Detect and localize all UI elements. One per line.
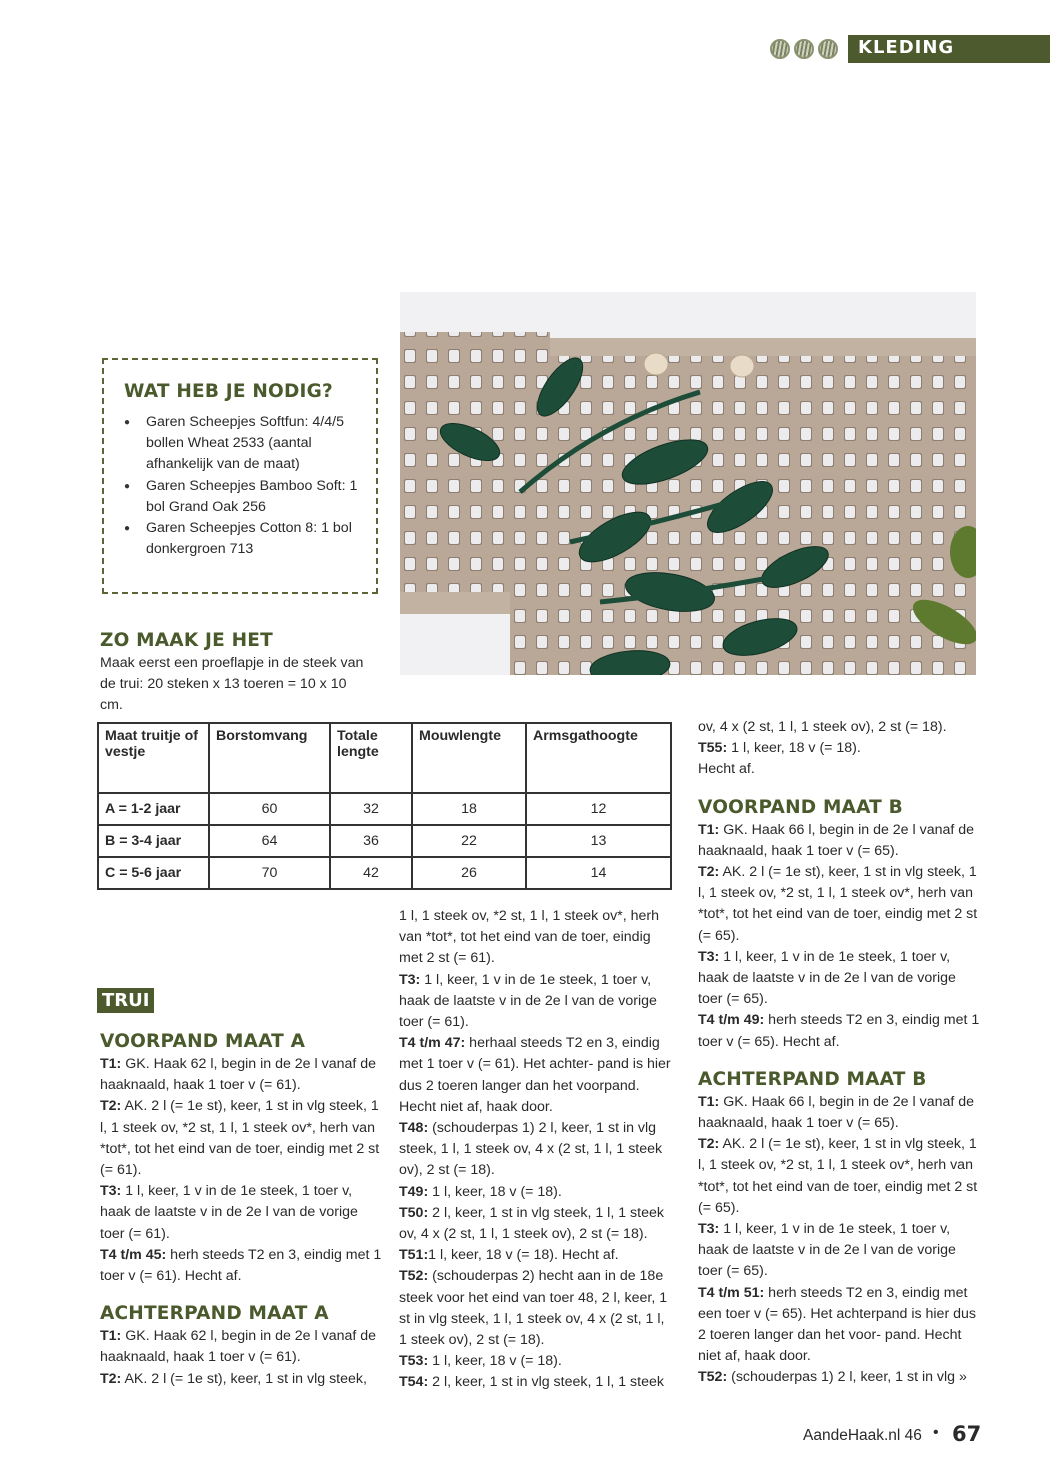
table-cell: 12 — [526, 793, 671, 825]
table-cell: 36 — [330, 825, 412, 857]
table-cell: 70 — [209, 857, 330, 889]
table-header: Borstomvang — [209, 723, 330, 793]
page-number: 67 — [952, 1422, 982, 1446]
instruction-row: T50: 2 l, keer, 1 st in vlg steek, 1 l, 1 steek ov, 4 x (2 st, 1 l, 1 steek ov), 2 st (= 18). — [399, 1204, 664, 1243]
column-3 — [698, 717, 980, 1389]
table-row — [98, 825, 671, 857]
crochet-photo-illustration — [400, 292, 976, 675]
howto-text: Maak eerst een proeflapje in de steek van de trui: 20 steken x 13 toeren = 10 x 10 cm. — [100, 655, 364, 714]
section-heading: ACHTERPAND MAAT B — [698, 1068, 927, 1090]
table-cell: 60 — [209, 793, 330, 825]
category-label: KLEDING — [858, 37, 955, 58]
howto-title: ZO MAAK JE HET — [100, 630, 273, 651]
instruction-row: Hecht af. — [698, 761, 755, 778]
instruction-row: ov, 4 x (2 st, 1 l, 1 steek ov), 2 st (= 18). — [698, 719, 947, 735]
yarn-ball-icon — [770, 39, 790, 59]
footer-separator: • — [933, 1424, 939, 1441]
instruction-row: T1: GK. Haak 66 l, begin in de 2e l vanaf de haaknaald, haak 1 toer v (= 65). — [698, 821, 975, 859]
instruction-row: T3: 1 l, keer, 1 v in de 1e steek, 1 toer v, haak de laatste v in de 2e l van de vorige toer (= 65). — [698, 948, 956, 1008]
table-header: Mouwlengte — [412, 723, 526, 793]
instructions-achterpand-a — [100, 1326, 382, 1390]
column-1 — [100, 1031, 382, 1390]
instruction-row: T52: (schouderpas 2) hecht aan in de 18e steek voor het eind van toer 48, 2 l, keer, 1 st in vlg steek, 1 l, 1 steek ov, 4 x (2 st, 1 l, 1 steek ov), 2 st (= 18). — [399, 1268, 668, 1349]
instruction-row: T1: GK. Haak 62 l, begin in de 2e l vanaf de haaknaald, haak 1 toer v (= 61). — [100, 1056, 377, 1094]
instruction-row: T48: (schouderpas 1) 2 l, keer, 1 st in vlg steek, 1 l, 1 steek ov, 4 x (2 st, 1 l, 1 steek ov), 2 st (= 18). — [399, 1120, 663, 1179]
size-table — [97, 722, 672, 890]
instruction-row: T53: 1 l, keer, 18 v (= 18). — [399, 1353, 562, 1370]
instruction-row: T2: AK. 2 l (= 1e st), keer, 1 st in vlg steek, — [100, 1370, 367, 1387]
instruction-row: T4 t/m 51: herh steeds T2 en 3, eindig met een toer v (= 65). Het achterpand is hier dus 2 toeren langer dan het voor- pand. Hecht niet af, haak door. — [698, 1284, 976, 1365]
table-cell: 18 — [412, 793, 526, 825]
table-cell: B = 3-4 jaar — [98, 825, 209, 857]
table-cell: 22 — [412, 825, 526, 857]
instruction-row: T55: 1 l, keer, 18 v (= 18). — [698, 740, 861, 757]
table-cell: A = 1-2 jaar — [98, 793, 209, 825]
table-cell: 26 — [412, 857, 526, 889]
instruction-row: T52: (schouderpas 1) 2 l, keer, 1 st in vlg » — [698, 1369, 967, 1386]
section-heading: VOORPAND MAAT B — [698, 796, 903, 818]
table-header: Totale lengte — [330, 723, 412, 793]
list-item: ● Garen Scheepjes Cotton 8: 1 bol donkergroen 713 — [124, 518, 369, 560]
column-2 — [399, 906, 676, 1394]
table-cell: 64 — [209, 825, 330, 857]
instruction-row: 1 l, 1 steek ov, *2 st, 1 l, 1 steek ov*, herh van *tot*, tot het eind van de toer, eindig met 2 st (= 61). — [399, 908, 659, 967]
instruction-row: T49: 1 l, keer, 18 v (= 18). — [399, 1183, 562, 1200]
instruction-row: T2: AK. 2 l (= 1e st), keer, 1 st in vlg steek, 1 l, 1 steek ov, *2 st, 1 l, 1 steek ov*, herh van *tot*, tot het eind van de toer, eindig met 2 st (= 65). — [698, 864, 978, 944]
table-row — [98, 857, 671, 889]
table-cell: 42 — [330, 857, 412, 889]
instruction-row: T51:1 l, keer, 18 v (= 18). Hecht af. — [399, 1247, 619, 1264]
table-cell: 14 — [526, 857, 671, 889]
instructions-voorpand-a — [100, 1054, 382, 1287]
instruction-row: T1: GK. Haak 62 l, begin in de 2e l vanaf de haaknaald, haak 1 toer v (= 61). — [100, 1328, 377, 1366]
instruction-row: T3: 1 l, keer, 1 v in de 1e steek, 1 toer v, haak de laatste v in de 2e l van de vorige toer (= 65). — [698, 1221, 956, 1280]
section-label: TRUI — [97, 988, 154, 1013]
instruction-row: T2: AK. 2 l (= 1e st), keer, 1 st in vlg steek, 1 l, 1 steek ov, *2 st, 1 l, 1 steek ov*, herh van *tot*, tot het eind van de toer, eindig met 2 st (= 61). — [100, 1098, 380, 1179]
instruction-row: T1: GK. Haak 66 l, begin in de 2e l vanaf de haaknaald, haak 1 toer v (= 65). — [698, 1093, 975, 1132]
instruction-row: T2: AK. 2 l (= 1e st), keer, 1 st in vlg steek, 1 l, 1 steek ov, *2 st, 1 l, 1 steek ov*, herh van *tot*, tot het eind van de toer, eindig met 2 st (= 65). — [698, 1136, 978, 1216]
instruction-row: T4 t/m 49: herh steeds T2 en 3, eindig met 1 toer v (= 65). Hecht af. — [698, 1012, 980, 1050]
yarn-ball-icon — [818, 39, 838, 59]
instruction-row: T54: 2 l, keer, 1 st in vlg steek, 1 l, 1 steek — [399, 1374, 664, 1391]
instruction-row: T4 t/m 45: herh steeds T2 en 3, eindig met 1 toer v (= 61). Hecht af. — [100, 1246, 382, 1285]
footer-site: AandeHaak.nl 46 — [803, 1427, 922, 1444]
table-cell: 32 — [330, 793, 412, 825]
product-photo — [400, 292, 976, 675]
table-header: Armsgathoogte — [526, 723, 671, 793]
materials-title: WAT HEB JE NODIG? — [124, 381, 333, 402]
section-heading: VOORPAND MAAT A — [100, 1031, 306, 1052]
table-cell: C = 5-6 jaar — [98, 857, 209, 889]
instruction-row: T3: 1 l, keer, 1 v in de 1e steek, 1 toer v, haak de laatste v in de 2e l van de vorige toer (= 61). — [100, 1183, 358, 1242]
table-cell: 13 — [526, 825, 671, 857]
table-row — [98, 793, 671, 825]
yarn-ball-icon — [794, 39, 814, 59]
instruction-row: T3: 1 l, keer, 1 v in de 1e steek, 1 toer v, haak de laatste v in de 2e l van de vorige toer (= 61). — [399, 971, 657, 1031]
list-item: ● Garen Scheepjes Softfun: 4/4/5 bollen Wheat 2533 (aantal afhankelijk van de maat) — [124, 412, 369, 476]
materials-list — [124, 412, 369, 560]
table-header: Maat truitje of vestje — [98, 723, 209, 793]
list-item: ● Garen Scheepjes Bamboo Soft: 1 bol Grand Oak 256 — [124, 476, 369, 518]
instruction-row: T4 t/m 47: herhaal steeds T2 en 3, eindig met 1 toer v (= 61). Het achter- pand is hier dus 2 toeren langer dan het voorpand. Hecht niet af, haak door. — [399, 1035, 671, 1115]
section-heading: ACHTERPAND MAAT A — [100, 1303, 329, 1325]
